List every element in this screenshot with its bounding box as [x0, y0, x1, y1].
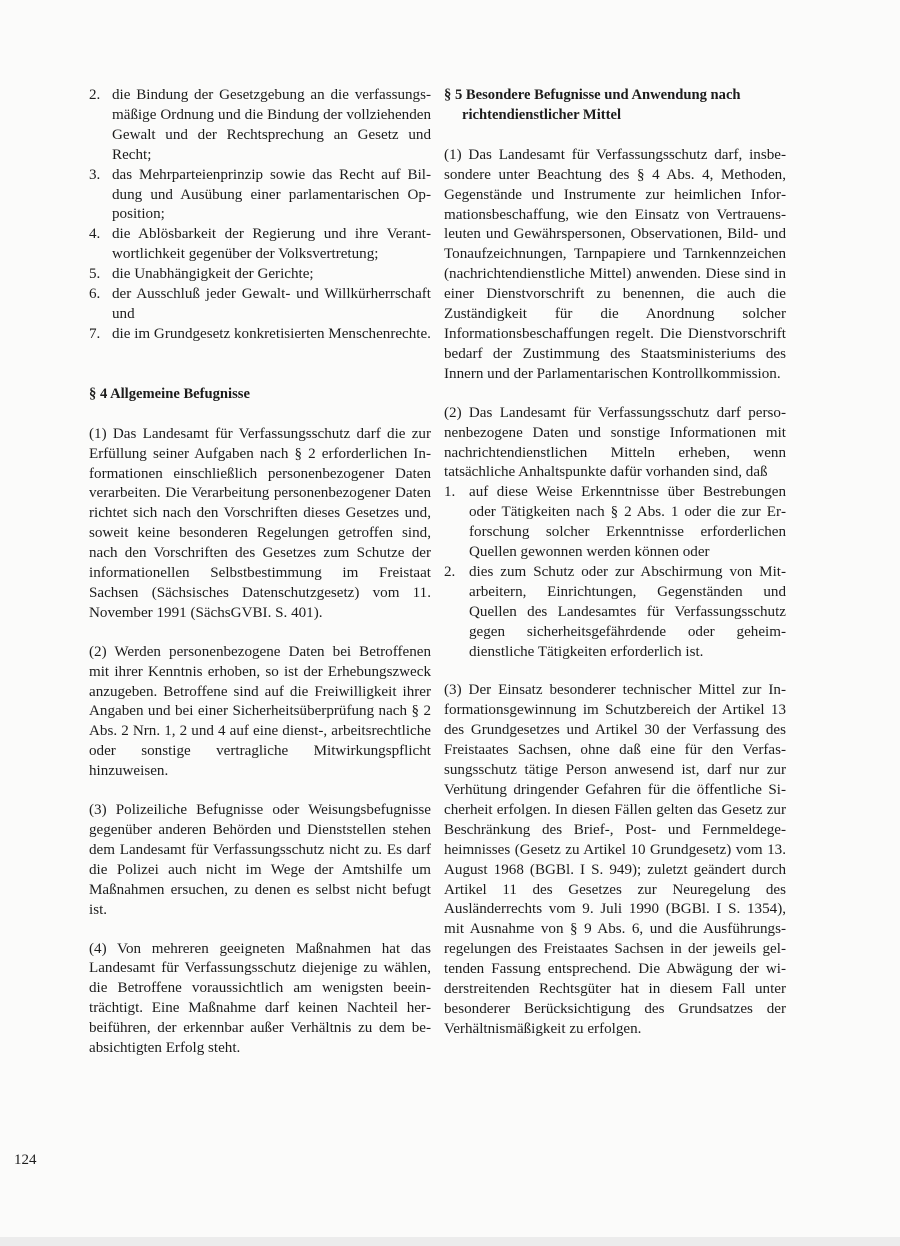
- list-text: die im Grundgesetz konkretisierten Menschenrechte.: [112, 325, 431, 342]
- list-text: die Unabhängigkeit der Gerichte;: [112, 266, 314, 283]
- conditions-list: [444, 483, 786, 662]
- list-number: 6.: [89, 286, 101, 303]
- principles-list: [89, 86, 431, 345]
- list-number: 3.: [89, 166, 101, 183]
- right-column: [444, 86, 786, 1040]
- list-item: [89, 285, 431, 325]
- left-column: [89, 86, 431, 1059]
- list-item: [89, 265, 431, 285]
- section-5-paragraph-3: (3) Der Einsatz besonderer technischer Mittel zur Informationsgewinnung im Schutzbereich der Artikel 13 des Grundgesetzes und Artikel 30 der Verfassung des Freistaates Sachsen, ohne daß eine für den Verfassungsschutz tätige Person anwesend ist, darf nur zur Verhütung dringender Gefahren für die öffentliche Sicherheit erfolgen. In diesen Fällen gelten das Gesetz zur Beschränkung des Brief-, Post- und Fernmeldegeheimnisses (Gesetz zu Artikel 10 Grundgesetz) vom 13. August 1968 (BGBl. I S. 949); zuletzt geändert durch Artikel 11 des Gesetzes zur Neuregelung des Ausländerrechts vom 9. Juli 1990 (BGBl. I S. 1354), mit Ausnahme von § 9 Abs. 6, und die Ausführungsregelungen des Freistaates Sachsen in der jeweils geltenden Fassung entsprechend. Die Abwägung der widerstreitenden Rechtsgüter hat in diesem Fall unter besonderer Berücksichtigung des Grundsatzes der Verhältnismäßigkeit zu erfolgen.: [444, 682, 786, 1037]
- section-4-paragraph-3: (3) Polizeiliche Befugnisse oder Weisungsbefugnisse gegenüber anderen Behörden und Dienststellen stehen dem Landesamt für Verfassungsschutz nicht zu. Es darf die Polizei auch nicht im Wege der Amtshilfe um Maßnahmen ersuchen, zu denen es selbst nicht befugt ist.: [89, 802, 431, 918]
- section-4-heading: § 4 Allgemeine Befugnisse: [89, 385, 250, 402]
- list-number: 2.: [89, 87, 101, 103]
- list-item: [89, 86, 431, 166]
- list-item: [89, 225, 431, 265]
- section-4-paragraph-1: (1) Das Landesamt für Verfassungsschutz darf die zur Erfüllung seiner Aufgaben nach § 2 erforderlichen Informationen einschließlich personenbezogener Daten verarbeiten. Die Verarbeitung personenbezogener Daten richtet sich nach den Vorschriften dieses Gesetzes und, soweit keine besonderen Regelungen getroffen sind, nach den Vorschriften des Gesetzes zum Schutze der informationellen Selbstbestimmung im Freistaat Sachsen (Sächsisches Datenschutzgesetz) vom 11. November 1991 (SächsGVBI. S. 401).: [89, 425, 431, 621]
- list-number: 1.: [444, 484, 456, 501]
- list-text: der Ausschluß jeder Gewalt- und Willkürherrschaft und: [112, 286, 431, 322]
- section-5-heading: [444, 86, 786, 126]
- list-item: [444, 563, 786, 663]
- section-5-paragraph-2-intro: (2) Das Landesamt für Verfassungsschutz darf personenbezogene Daten und sonstige Informationen mit nachrichtendienstlichen Mitteln erheben, wenn tatsächliche Anhaltspunkte dafür vorhanden sind, daß: [444, 404, 786, 481]
- list-text: die Ablösbarkeit der Regierung und ihre Verantwortlichkeit gegenüber der Volksvertretung;: [112, 226, 431, 263]
- list-number: 7.: [89, 325, 101, 342]
- list-number: 2.: [444, 563, 456, 580]
- section-4-paragraph-4: (4) Von mehreren geeigneten Maßnahmen hat das Landesamt für Verfassungsschutz diejenige zu wählen, die Betroffene voraussichtlich am wenigsten beeinträchtigt. Eine Maßnahme darf keinen Nachteil herbeiführen, der erkennbar außer Verhältnis zu dem beabsichtigten Erfolg steht.: [89, 940, 431, 1057]
- list-item: [444, 483, 786, 563]
- page-number: 124: [14, 1152, 37, 1168]
- section-5-heading-line-2: richtendienstlicher Mittel: [462, 106, 622, 123]
- list-item: [89, 166, 431, 226]
- list-text: das Mehrparteienprinzip sowie das Recht auf Bildung und Ausübung einer parlamentarischen Opposition;: [112, 166, 431, 223]
- section-5-heading-line-1: § 5 Besondere Befugnisse und Anwendung nach: [444, 87, 741, 103]
- section-4-paragraph-2: (2) Werden personenbezogene Daten bei Betroffenen mit ihrer Kenntnis erhoben, so ist der Erhebungszweck anzugeben. Betroffene sind auf die Freiwilligkeit ihrer Angaben und bei einer Sicherheitsüberprüfung nach § 2 Abs. 2 Nrn. 1, 2 und 4 auf eine dienst-, arbeitsrechtliche oder sonstige vertragliche Mitwirkungspflicht hinzuweisen.: [89, 643, 431, 780]
- list-number: 5.: [89, 266, 101, 283]
- list-text: auf diese Weise Erkenntnisse über Bestrebungen oder Tätigkeiten nach § 2 Abs. 1 oder die zur Erforschung solcher Erkenntnisse erforderlichen Quellen gewonnen werden können oder: [469, 484, 786, 561]
- section-5-paragraph-1: (1) Das Landesamt für Verfassungsschutz darf, insbesondere unter Beachtung des § 4 Abs. 4, Methoden, Gegenstände und Instrumente zur heimlichen Informationsbeschaffung, wie den Einsatz von Vertrauensleuten und Gewährspersonen, Observationen, Bild- und Tonaufzeichnungen, Tarnpapiere und Tarnkennzeichen (nachrichtendienstliche Mittel) anwenden. Diese sind in einer Dienstvorschrift zu benennen, die auch die Zuständigkeit für die Anordnung solcher Informationsbeschaffungen regelt. Die Dienstvorschrift bedarf der Zustimmung des Staatsministeriums des Innern und der Parlamentarischen Kontrollkommission.: [444, 146, 786, 382]
- list-item: [89, 325, 431, 345]
- list-text: die Bindung der Gesetzgebung an die verfassungsmäßige Ordnung und die Bindung der vollziehenden Gewalt und der Rechtsprechung an Gesetz und Recht;: [112, 87, 431, 163]
- list-text: dies zum Schutz oder zur Abschirmung von Mitarbeitern, Einrichtungen, Gegenständen und Quellen des Landesamtes für Verfassungsschutz gegen sicherheitsgefährdende oder geheimdienstliche Tätigkeiten erforderlich ist.: [469, 563, 786, 660]
- list-number: 4.: [89, 226, 101, 243]
